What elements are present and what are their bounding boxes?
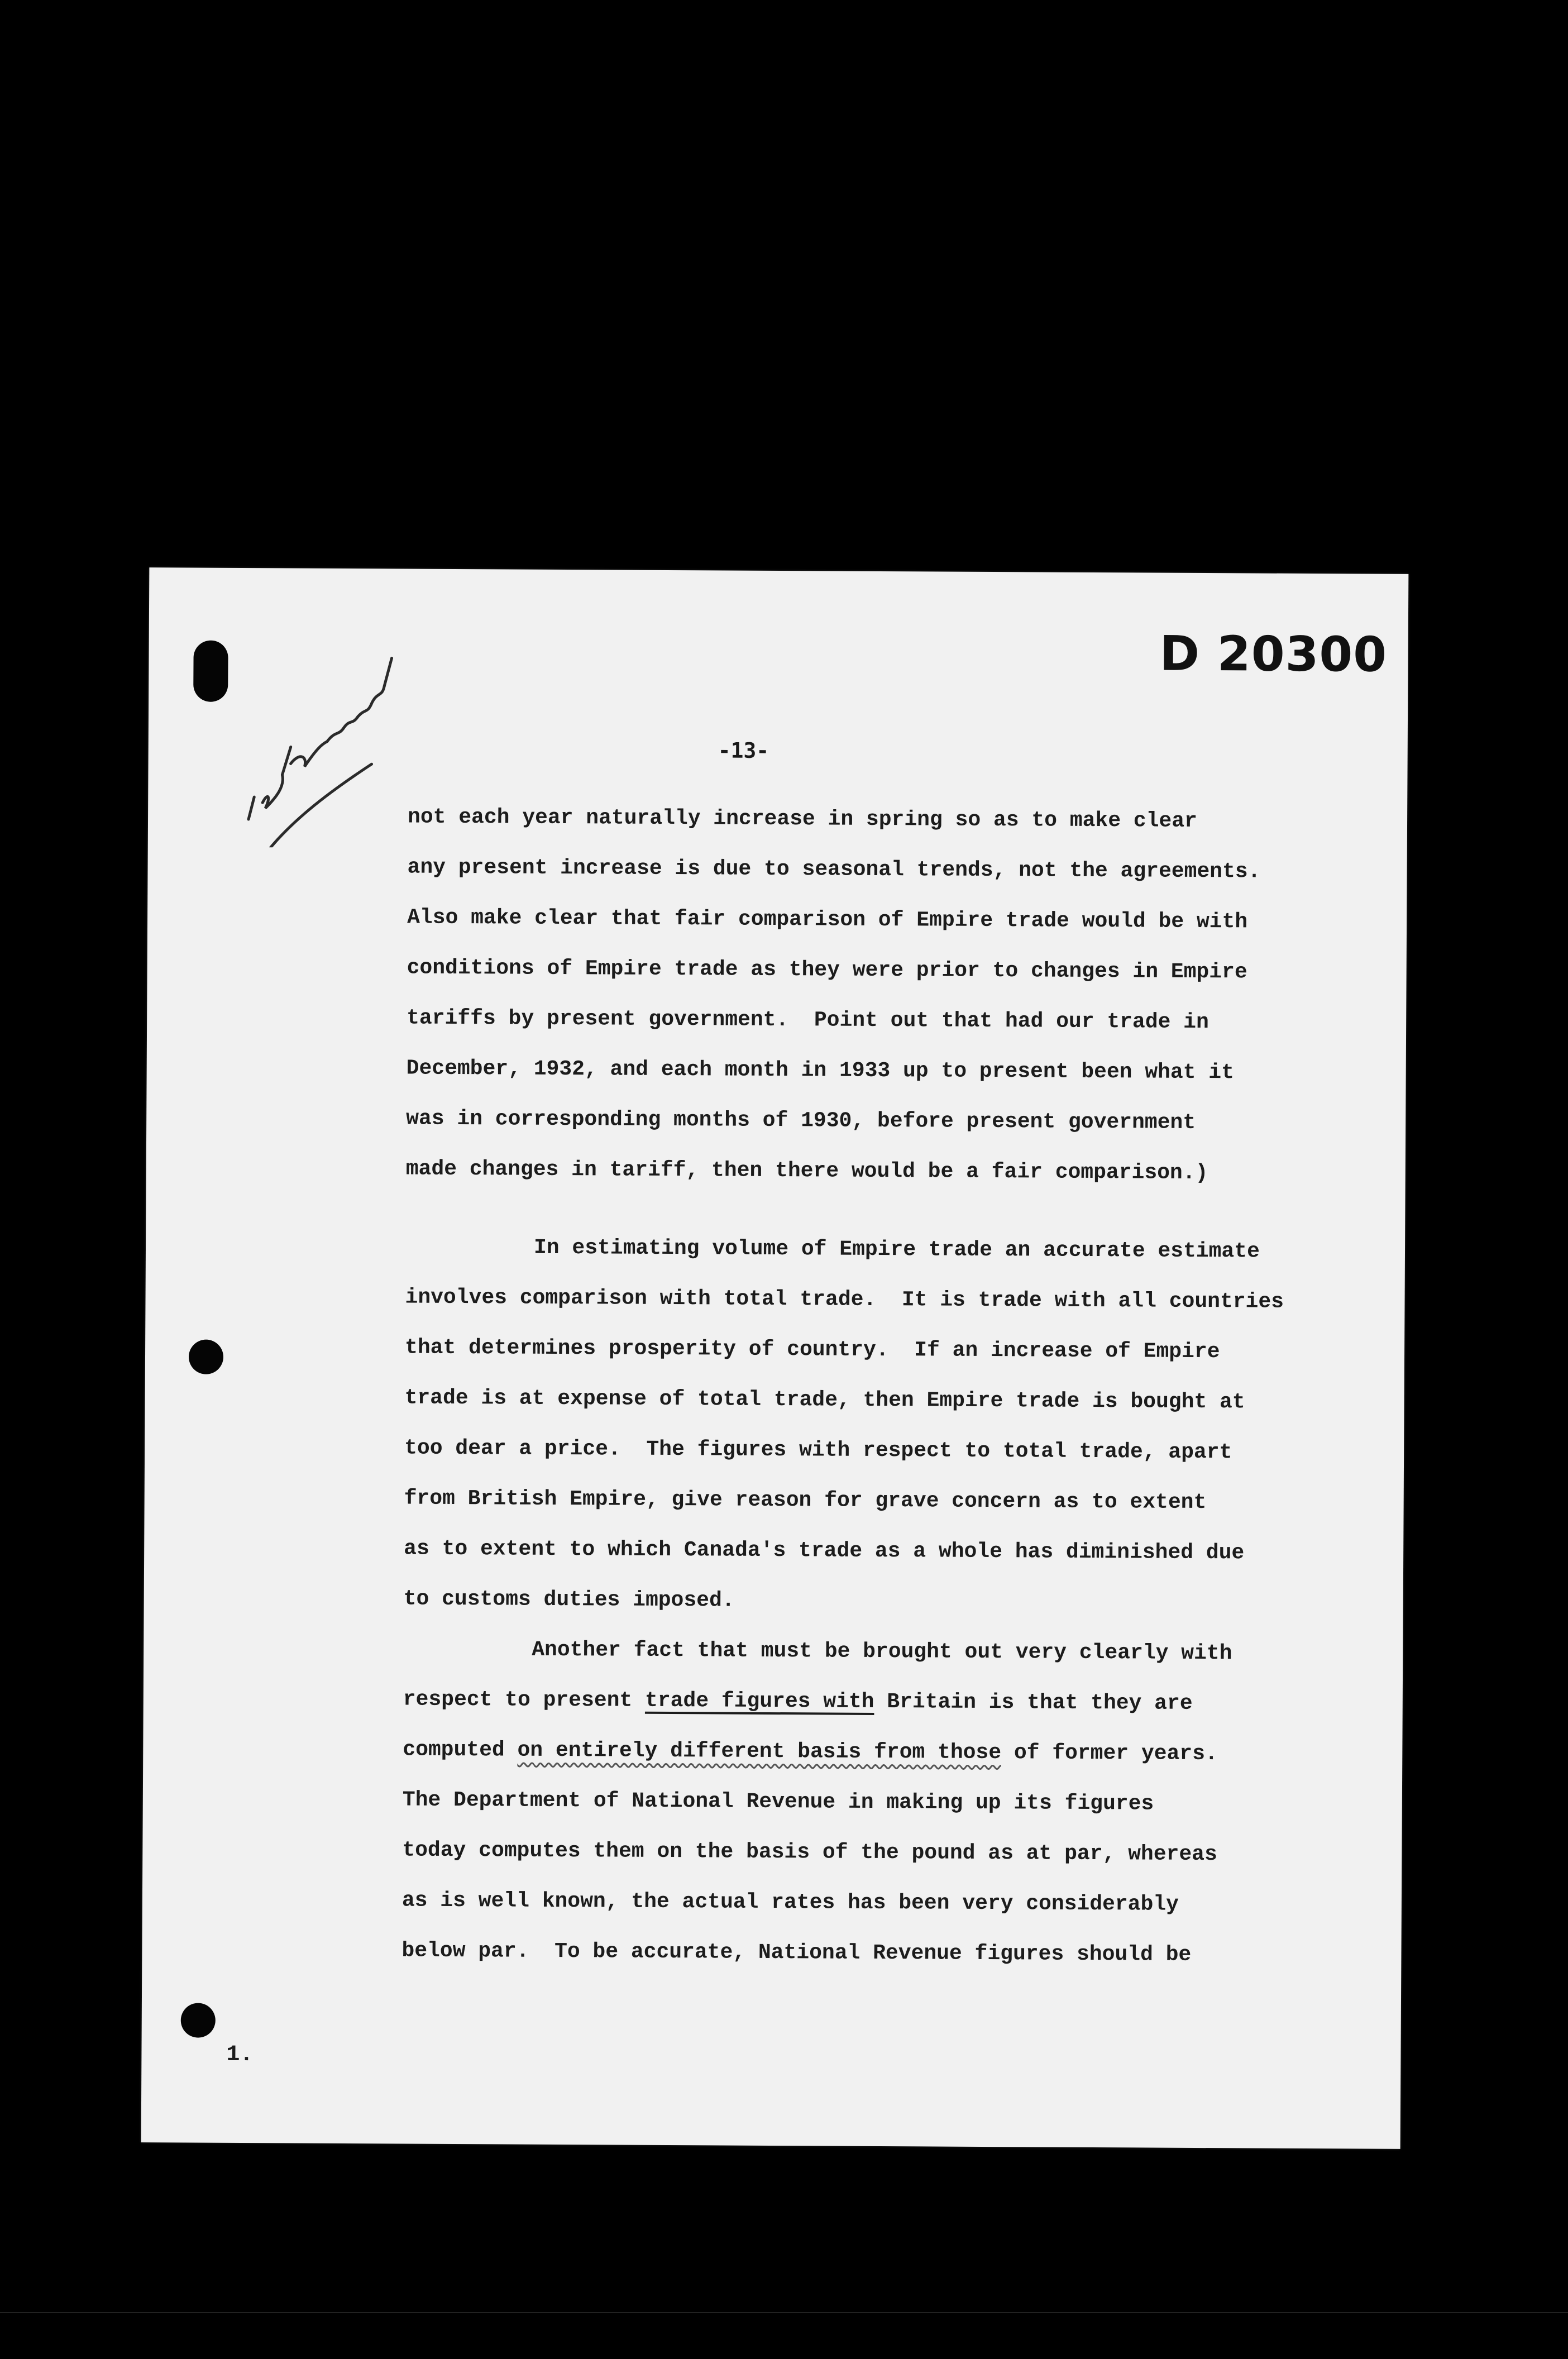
text-line: December, 1932, and each month in 1933 up to present been what it <box>406 1056 1235 1085</box>
text-line: today computes them on the basis of the pound as at par, whereas <box>402 1838 1217 1867</box>
text-line: involves comparison with total trade. It is trade with all countries <box>405 1285 1284 1314</box>
page-number: -13- <box>718 738 769 763</box>
text-line <box>403 1725 1363 1780</box>
text-line: too dear a price. The figures with respect to total trade, apart <box>404 1436 1232 1465</box>
text-line: conditions of Empire trade as they were prior to changes in Empire <box>407 956 1247 985</box>
text-line: as is well known, the actual rates has been very considerably <box>401 1888 1179 1917</box>
text-line: any present increase is due to seasonal trends, not the agreements. <box>407 855 1261 884</box>
text-line: to customs duties imposed. <box>403 1587 735 1613</box>
paragraph-3 <box>401 1625 1364 1981</box>
footer-note: 1. <box>226 2042 254 2068</box>
text-line: trade is at expense of total trade, then Empire trade is bought at <box>404 1386 1245 1415</box>
text-line: below par. To be accurate, National Revenue figures should be <box>401 1938 1192 1967</box>
text-segment: Britain is that they are <box>874 1689 1193 1716</box>
handwritten-annotation <box>237 635 417 848</box>
body-text <box>401 792 1368 1981</box>
text-line: Also make clear that fair comparison of Empire trade would be with <box>407 905 1248 934</box>
text-line: was in corresponding months of 1930, before present government <box>406 1106 1196 1135</box>
punch-hole-top <box>193 641 228 702</box>
text-segment: respect to present <box>403 1687 646 1713</box>
document-page <box>141 567 1409 2149</box>
text-line: In estimating volume of Empire trade an accurate estimate <box>533 1235 1260 1264</box>
punch-hole-middle <box>189 1340 223 1374</box>
text-segment: of former years. <box>1001 1741 1218 1766</box>
text-line: as to extent to which Canada's trade as a whole has diminished due <box>404 1536 1245 1565</box>
underlined-phrase: on entirely different basis from those <box>517 1738 1002 1765</box>
text-line: The Department of National Revenue in making up its figures <box>402 1788 1154 1816</box>
text-line <box>403 1675 1364 1730</box>
text-line: not each year naturally increase in spring so as to make clear <box>407 805 1198 833</box>
text-line: Another fact that must be brought out very clearly with <box>532 1637 1232 1666</box>
text-line: made changes in tariff, then there would be a fair comparison.) <box>405 1157 1208 1186</box>
paragraph-1 <box>406 792 1369 1200</box>
text-line: that determines prosperity of country. If an increase of Empire <box>404 1335 1220 1364</box>
archive-stamp-number: D 20300 <box>1159 625 1388 683</box>
paragraph-2 <box>403 1223 1366 1630</box>
underlined-phrase: trade figures with <box>644 1688 874 1714</box>
text-segment: computed <box>403 1737 518 1763</box>
text-line: tariffs by present government. Point out that had our trade in <box>407 1006 1209 1035</box>
text-line: from British Empire, give reason for grave concern as to extent <box>404 1486 1207 1515</box>
scan-edge-line <box>0 2312 1568 2313</box>
punch-hole-bottom <box>181 2003 216 2037</box>
